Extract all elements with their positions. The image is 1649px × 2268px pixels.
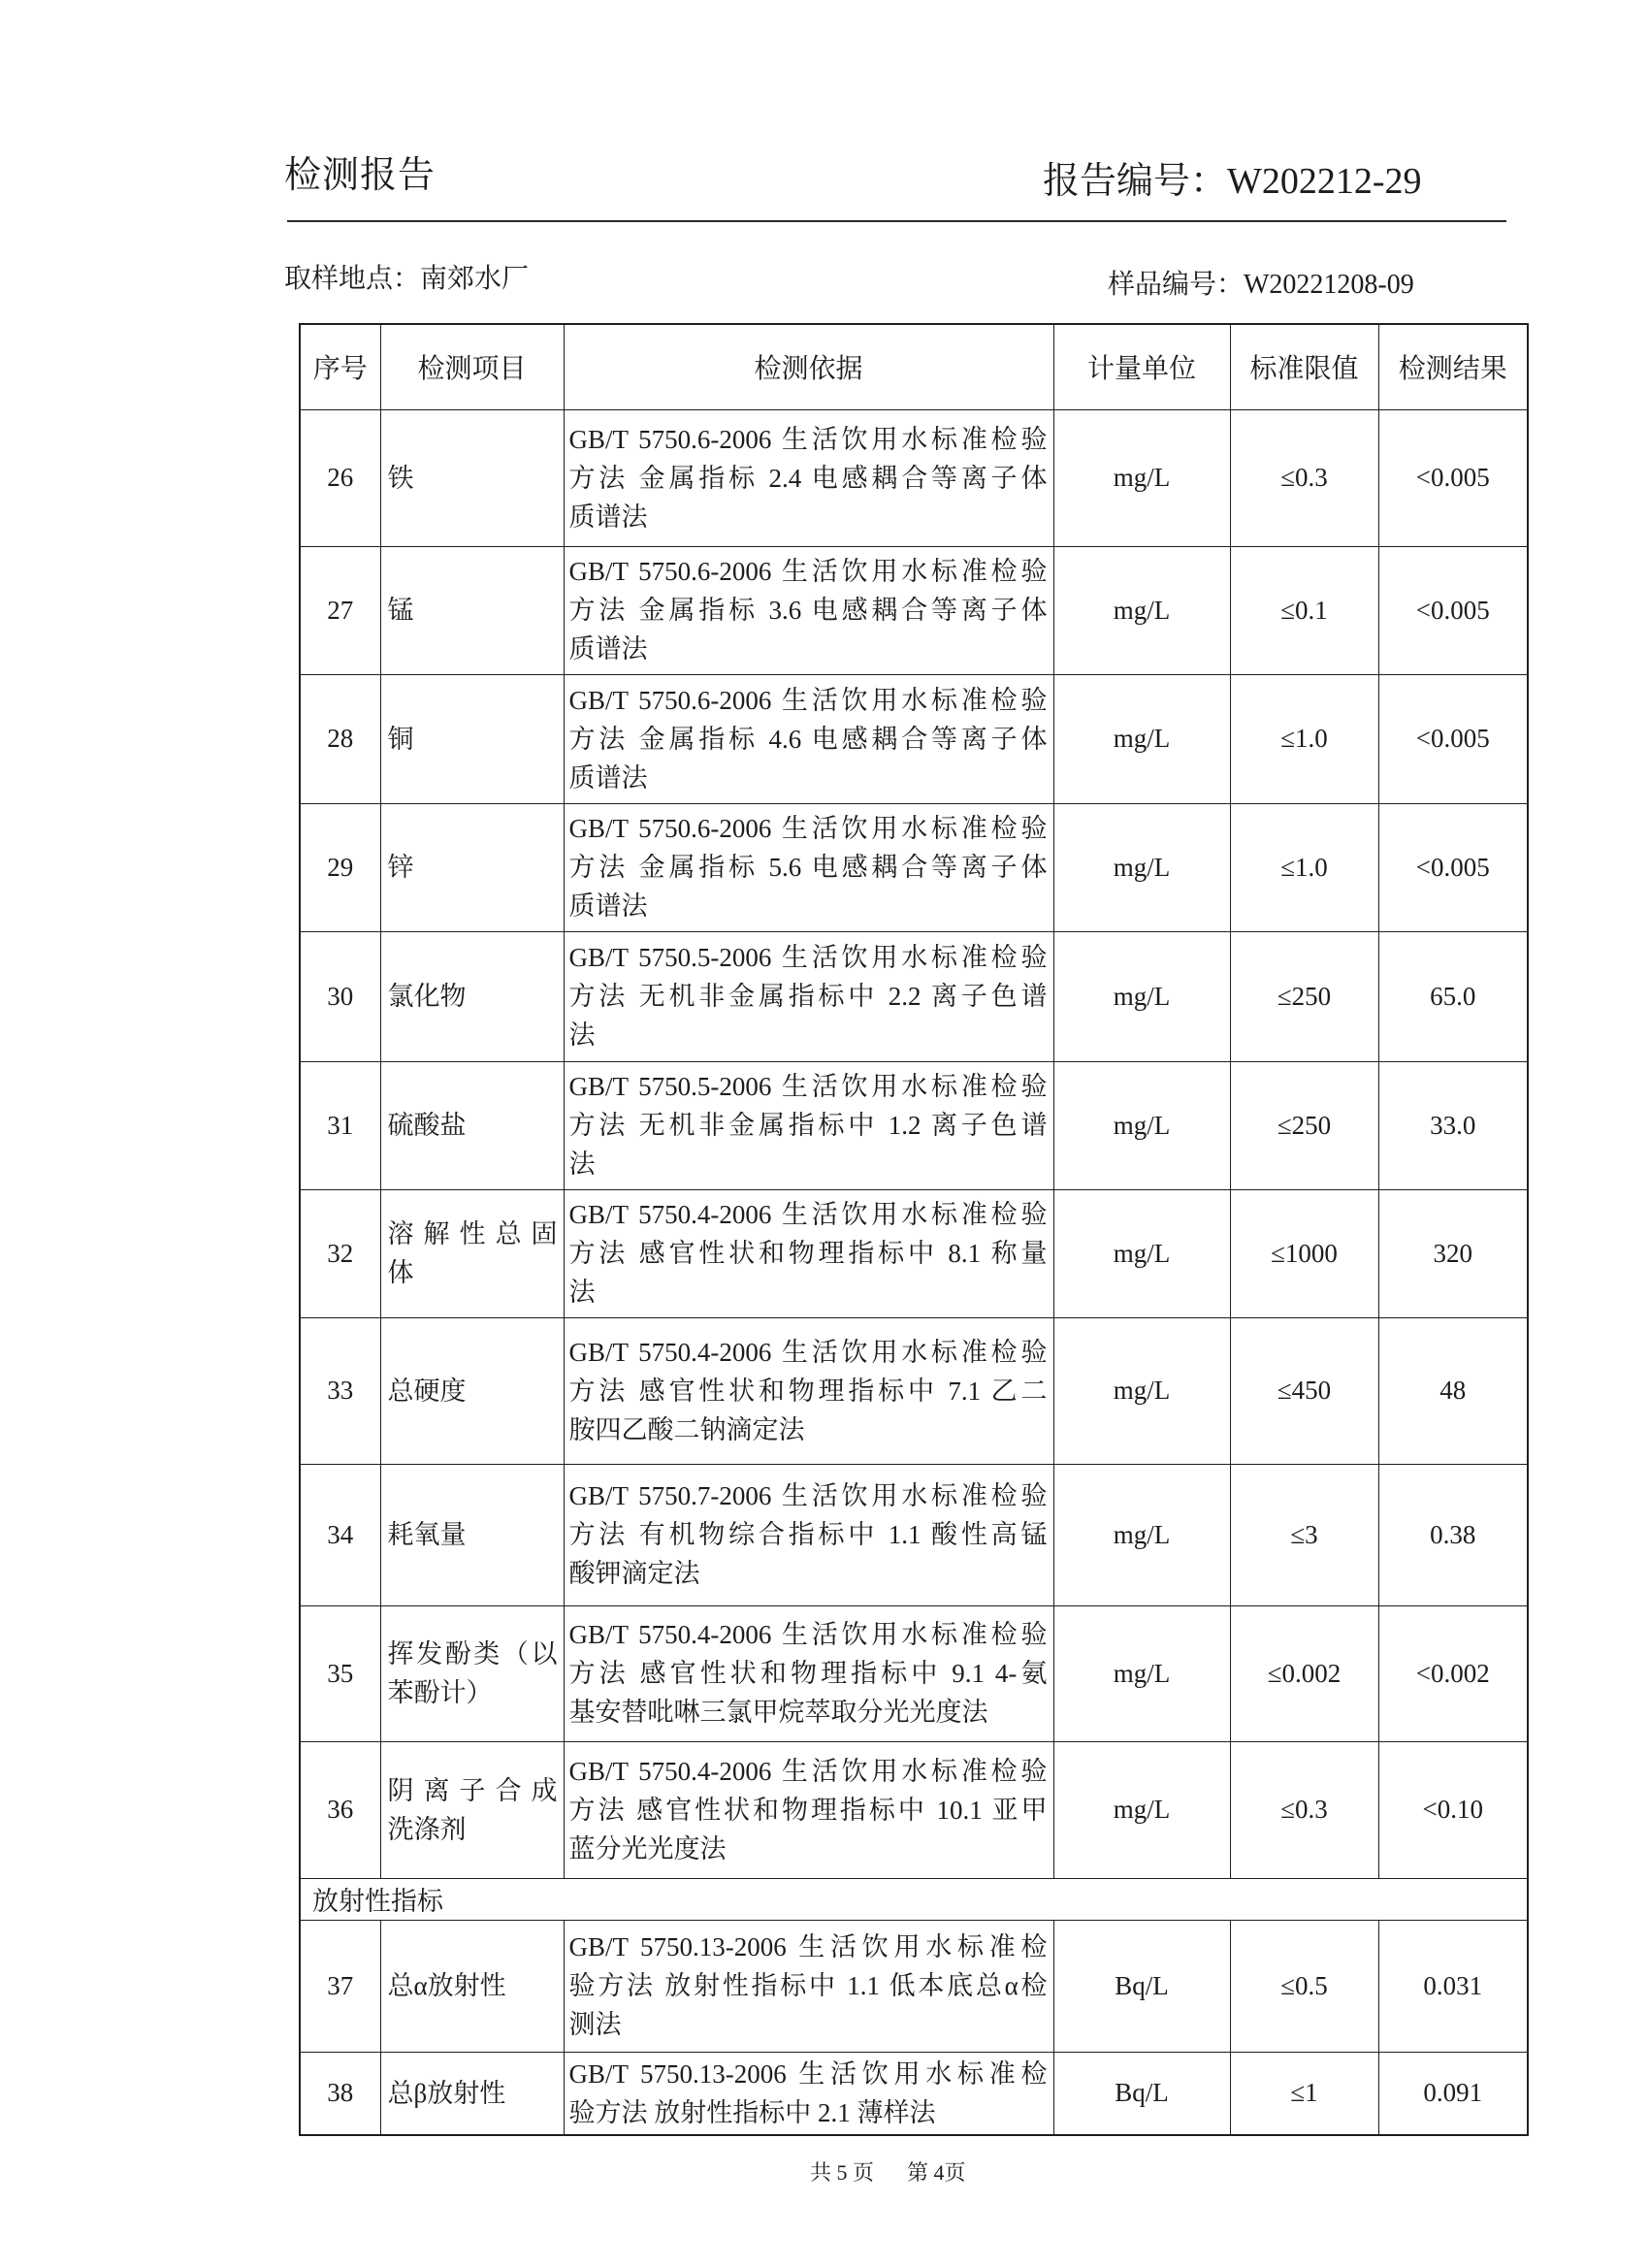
row-number: 32 bbox=[300, 1189, 380, 1317]
table-row bbox=[300, 1317, 1528, 1464]
test-result: 0.031 bbox=[1378, 1920, 1528, 2052]
test-method-line: 方法 感官性状和物理指标中 10.1 亚甲 bbox=[568, 1795, 1048, 1825]
test-item bbox=[380, 1317, 564, 1464]
test-result: 320 bbox=[1378, 1189, 1528, 1317]
standard-limit: ≤250 bbox=[1230, 1061, 1378, 1189]
test-method-line: 测法 bbox=[568, 2010, 622, 2039]
test-results-table bbox=[299, 323, 1529, 2136]
test-method bbox=[564, 931, 1053, 1061]
standard-limit: ≤1.0 bbox=[1230, 674, 1378, 803]
test-result: <0.005 bbox=[1378, 546, 1528, 674]
standard-limit: ≤250 bbox=[1230, 931, 1378, 1061]
row-number: 34 bbox=[300, 1464, 380, 1605]
report-number: 报告编号：W202212-29 bbox=[1043, 161, 1422, 202]
test-method bbox=[564, 1189, 1053, 1317]
test-method-line: 法 bbox=[568, 1150, 596, 1179]
row-number: 27 bbox=[300, 546, 380, 674]
unit: mg/L bbox=[1053, 1317, 1230, 1464]
test-method-line: GB/T 5750.6-2006 生活饮用水标准检验 bbox=[568, 814, 1048, 843]
unit: mg/L bbox=[1053, 1061, 1230, 1189]
test-method-line: GB/T 5750.4-2006 生活饮用水标准检验 bbox=[568, 1620, 1048, 1649]
test-method-line: GB/T 5750.13-2006 生活饮用水标准检 bbox=[568, 2058, 1048, 2089]
document-title: 检测报告 bbox=[284, 155, 436, 196]
test-method-line: GB/T 5750.4-2006 生活饮用水标准检验 bbox=[568, 1200, 1048, 1229]
test-method-line: 质谱法 bbox=[568, 762, 648, 793]
unit: mg/L bbox=[1053, 546, 1230, 674]
test-item-line: 铜 bbox=[387, 724, 414, 754]
test-item-line: 体 bbox=[387, 1258, 414, 1287]
standard-limit: ≤0.002 bbox=[1230, 1605, 1378, 1741]
test-item bbox=[380, 1920, 564, 2052]
test-item bbox=[380, 931, 564, 1061]
test-item bbox=[380, 1605, 564, 1741]
table-row bbox=[300, 1189, 1528, 1317]
unit: Bq/L bbox=[1053, 1920, 1230, 2052]
test-item bbox=[380, 1189, 564, 1317]
sample-number: 样品编号：W20221208-09 bbox=[1108, 270, 1414, 300]
test-method-line: 胺四乙酸二钠滴定法 bbox=[568, 1414, 805, 1444]
test-method bbox=[564, 2052, 1053, 2135]
test-result: 33.0 bbox=[1378, 1061, 1528, 1189]
row-number: 35 bbox=[300, 1605, 380, 1741]
test-result: <0.10 bbox=[1378, 1741, 1528, 1878]
column-header-result: 检测结果 bbox=[1378, 324, 1528, 409]
test-method-line: GB/T 5750.4-2006 生活饮用水标准检验 bbox=[568, 1337, 1048, 1367]
row-number: 37 bbox=[300, 1920, 380, 2052]
test-method-line: 质谱法 bbox=[568, 891, 648, 921]
test-method bbox=[564, 1464, 1053, 1605]
standard-limit: ≤3 bbox=[1230, 1464, 1378, 1605]
test-method-line: 方法 金属指标 3.6 电感耦合等离子体 bbox=[568, 596, 1048, 625]
test-result: <0.005 bbox=[1378, 803, 1528, 931]
test-item bbox=[380, 1061, 564, 1189]
test-method-line: GB/T 5750.5-2006 生活饮用水标准检验 bbox=[568, 1072, 1048, 1101]
standard-limit: ≤1 bbox=[1230, 2052, 1378, 2135]
page-footer bbox=[810, 2160, 966, 2186]
test-item-line: 洗涤剂 bbox=[387, 1814, 467, 1844]
test-method bbox=[564, 1741, 1053, 1878]
unit: mg/L bbox=[1053, 409, 1230, 546]
test-method-line: 方法 无机非金属指标中 2.2 离子色谱 bbox=[568, 982, 1048, 1011]
test-method-line: GB/T 5750.6-2006 生活饮用水标准检验 bbox=[568, 685, 1048, 715]
table-row bbox=[300, 1920, 1528, 2052]
test-method-line: 蓝分光光度法 bbox=[568, 1833, 727, 1863]
test-method-line: 方法 感官性状和物理指标中 9.1 4-氨 bbox=[568, 1659, 1048, 1688]
test-method-line: GB/T 5750.7-2006 生活饮用水标准检验 bbox=[568, 1481, 1048, 1510]
sampling-location: 取样地点：南郊水厂 bbox=[284, 264, 530, 294]
table-header-row bbox=[300, 324, 1528, 409]
table-row bbox=[300, 931, 1528, 1061]
table-row bbox=[300, 1741, 1528, 1878]
test-item bbox=[380, 546, 564, 674]
unit: mg/L bbox=[1053, 803, 1230, 931]
test-item-line: 总β放射性 bbox=[387, 2078, 506, 2108]
row-number: 36 bbox=[300, 1741, 380, 1878]
unit: mg/L bbox=[1053, 1189, 1230, 1317]
standard-limit: ≤1.0 bbox=[1230, 803, 1378, 931]
table-row bbox=[300, 1464, 1528, 1605]
test-item bbox=[380, 1464, 564, 1605]
test-item-line: 挥发酚类（以 bbox=[387, 1639, 558, 1669]
column-header-method: 检测依据 bbox=[564, 324, 1053, 409]
row-number: 33 bbox=[300, 1317, 380, 1464]
row-number: 29 bbox=[300, 803, 380, 931]
test-method-line: 法 bbox=[568, 1278, 596, 1307]
test-item-line: 苯酚计） bbox=[387, 1678, 493, 1707]
test-method-line: 方法 金属指标 4.6 电感耦合等离子体 bbox=[568, 724, 1048, 754]
table-row bbox=[300, 803, 1528, 931]
row-number: 26 bbox=[300, 409, 380, 546]
column-header-unit: 计量单位 bbox=[1053, 324, 1230, 409]
test-method-line: 基安替吡啉三氯甲烷萃取分光光度法 bbox=[568, 1698, 988, 1727]
unit: mg/L bbox=[1053, 1605, 1230, 1741]
test-method-line: GB/T 5750.6-2006 生活饮用水标准检验 bbox=[568, 424, 1048, 454]
unit: mg/L bbox=[1053, 674, 1230, 803]
test-method-line: 方法 无机非金属指标中 1.2 离子色谱 bbox=[568, 1111, 1048, 1140]
test-item bbox=[380, 2052, 564, 2135]
table-row bbox=[300, 674, 1528, 803]
standard-limit: ≤1000 bbox=[1230, 1189, 1378, 1317]
test-method-line: 法 bbox=[568, 1021, 596, 1050]
test-item-line: 氯化物 bbox=[387, 982, 467, 1011]
standard-limit: ≤0.3 bbox=[1230, 1741, 1378, 1878]
test-item-line: 锰 bbox=[387, 596, 414, 625]
row-number: 31 bbox=[300, 1061, 380, 1189]
test-item-line: 溶解性总固 bbox=[387, 1219, 558, 1248]
test-method-line: 方法 金属指标 5.6 电感耦合等离子体 bbox=[568, 853, 1048, 882]
row-number: 38 bbox=[300, 2052, 380, 2135]
table-row bbox=[300, 1061, 1528, 1189]
unit: Bq/L bbox=[1053, 2052, 1230, 2135]
standard-limit: ≤450 bbox=[1230, 1317, 1378, 1464]
test-method-line: 质谱法 bbox=[568, 502, 648, 532]
test-method-line: 方法 金属指标 2.4 电感耦合等离子体 bbox=[568, 463, 1048, 493]
test-item bbox=[380, 1741, 564, 1878]
table-row bbox=[300, 409, 1528, 546]
standard-limit: ≤0.5 bbox=[1230, 1920, 1378, 2052]
row-number: 28 bbox=[300, 674, 380, 803]
column-header-no: 序号 bbox=[300, 324, 380, 409]
test-method-line: GB/T 5750.5-2006 生活饮用水标准检验 bbox=[568, 943, 1048, 972]
test-method-line: GB/T 5750.6-2006 生活饮用水标准检验 bbox=[568, 557, 1048, 586]
test-method bbox=[564, 674, 1053, 803]
test-item bbox=[380, 674, 564, 803]
test-method bbox=[564, 803, 1053, 931]
test-result: 65.0 bbox=[1378, 931, 1528, 1061]
standard-limit: ≤0.1 bbox=[1230, 546, 1378, 674]
test-method-line: 验方法 放射性指标中 2.1 薄样法 bbox=[568, 2097, 936, 2127]
test-result: <0.002 bbox=[1378, 1605, 1528, 1741]
section-radioactivity-label: 放射性指标 bbox=[300, 1878, 1528, 1920]
test-item-line: 总α放射性 bbox=[387, 1971, 506, 2000]
test-method bbox=[564, 1061, 1053, 1189]
test-method bbox=[564, 1317, 1053, 1464]
current-page: 第 4页 bbox=[907, 2160, 966, 2185]
unit: mg/L bbox=[1053, 1741, 1230, 1878]
unit: mg/L bbox=[1053, 1464, 1230, 1605]
test-method bbox=[564, 1605, 1053, 1741]
test-item-line: 硫酸盐 bbox=[387, 1111, 467, 1140]
test-method-line: 方法 感官性状和物理指标中 7.1 乙二 bbox=[568, 1376, 1048, 1406]
table-row bbox=[300, 2052, 1528, 2135]
section-row bbox=[300, 1878, 1528, 1920]
row-number: 30 bbox=[300, 931, 380, 1061]
test-method bbox=[564, 409, 1053, 546]
test-result: 48 bbox=[1378, 1317, 1528, 1464]
test-result: <0.005 bbox=[1378, 674, 1528, 803]
test-method-line: 验方法 放射性指标中 1.1 低本底总α检 bbox=[568, 1971, 1048, 2000]
total-pages: 共 5 页 bbox=[810, 2160, 875, 2185]
test-item-line: 耗氧量 bbox=[387, 1520, 467, 1549]
test-method-line: 酸钾滴定法 bbox=[568, 1559, 700, 1588]
test-method bbox=[564, 1920, 1053, 2052]
test-result: 0.38 bbox=[1378, 1464, 1528, 1605]
test-result: <0.005 bbox=[1378, 409, 1528, 546]
test-method-line: GB/T 5750.4-2006 生活饮用水标准检验 bbox=[568, 1756, 1048, 1786]
table-row bbox=[300, 1605, 1528, 1741]
table-row bbox=[300, 546, 1528, 674]
test-method-line: GB/T 5750.13-2006 生活饮用水标准检 bbox=[568, 1932, 1048, 1961]
test-item-line: 总硬度 bbox=[387, 1376, 467, 1406]
test-method-line: 方法 感官性状和物理指标中 8.1 称量 bbox=[568, 1239, 1048, 1268]
test-item-line: 锌 bbox=[387, 853, 414, 882]
standard-limit: ≤0.3 bbox=[1230, 409, 1378, 546]
unit: mg/L bbox=[1053, 931, 1230, 1061]
test-method bbox=[564, 546, 1053, 674]
test-item bbox=[380, 409, 564, 546]
test-method-line: 质谱法 bbox=[568, 634, 648, 664]
test-item bbox=[380, 803, 564, 931]
test-item-line: 铁 bbox=[387, 463, 414, 493]
header-divider bbox=[287, 220, 1506, 222]
test-result: 0.091 bbox=[1378, 2052, 1528, 2135]
column-header-item: 检测项目 bbox=[380, 324, 564, 409]
test-item-line: 阴离子合成 bbox=[387, 1775, 558, 1805]
test-method-line: 方法 有机物综合指标中 1.1 酸性高锰 bbox=[568, 1520, 1048, 1549]
column-header-limit: 标准限值 bbox=[1230, 324, 1378, 409]
